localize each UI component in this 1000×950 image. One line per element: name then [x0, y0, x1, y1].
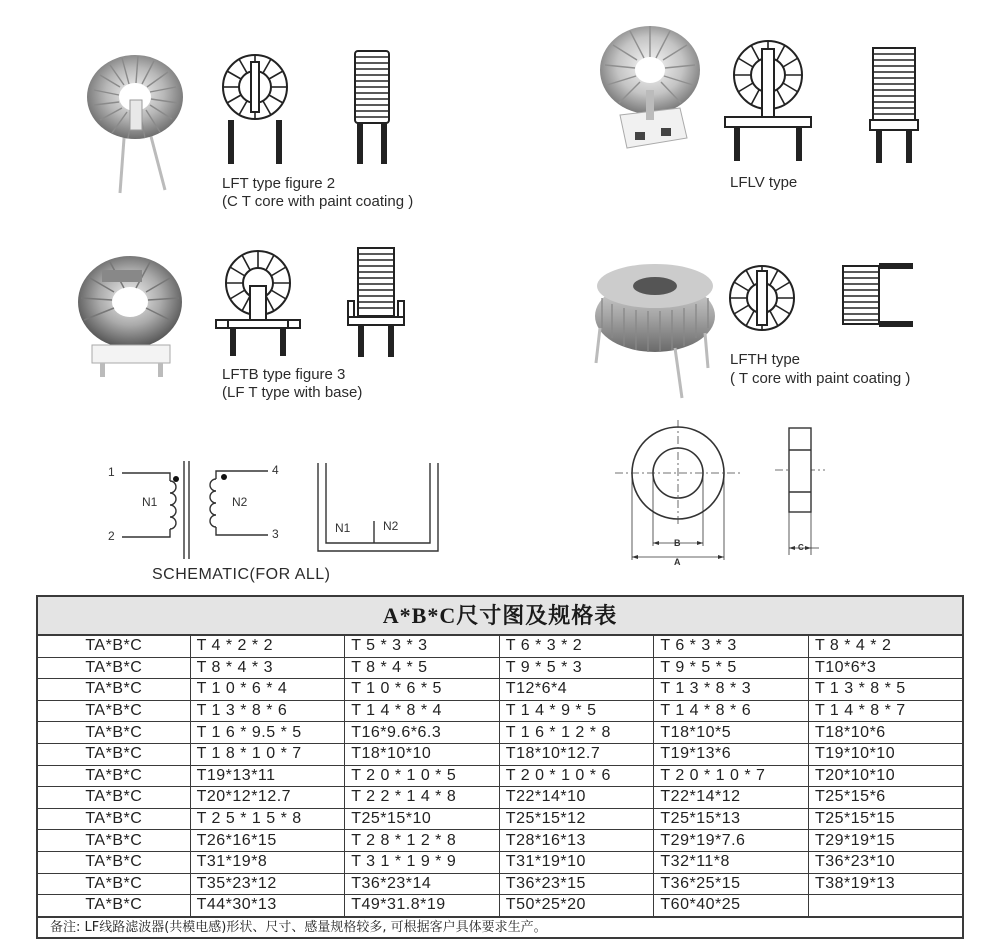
table-row [37, 895, 963, 917]
lfth-figure [590, 248, 950, 408]
table-row [37, 765, 963, 787]
table-cell-spec: T18*10*6 [808, 722, 963, 744]
table-cell-spec: T 4 * 2 * 2 [190, 636, 345, 658]
lflv-figure [590, 15, 930, 205]
table-row [37, 787, 963, 809]
lft-side-drawing [352, 48, 392, 164]
lft-figure [70, 30, 470, 220]
table-cell-spec: T36*23*10 [808, 851, 963, 873]
table-cell-spec: T49*31.8*19 [345, 895, 500, 917]
table-cell-spec: T 1 4 * 8 * 7 [808, 700, 963, 722]
table-cell-spec: T 8 * 4 * 3 [190, 657, 345, 679]
table-cell-type: TA*B*C [37, 765, 190, 787]
table-cell-spec: T25*15*13 [654, 808, 809, 830]
table-cell-spec: T26*16*15 [190, 830, 345, 852]
table-cell-type: TA*B*C [37, 657, 190, 679]
lflv-caption: LFLV type [730, 174, 798, 191]
table-cell-type: TA*B*C [37, 851, 190, 873]
table-row [37, 873, 963, 895]
dimension-drawing [615, 420, 845, 570]
spec-table-title: A*B*C尺寸图及规格表 [36, 595, 964, 635]
table-cell-spec: T 1 3 * 8 * 6 [190, 700, 345, 722]
lflv-side-drawing [870, 45, 918, 163]
table-cell-type: TA*B*C [37, 679, 190, 701]
table-cell-spec: T 2 0 * 1 0 * 5 [345, 765, 500, 787]
lft-photo [80, 45, 190, 195]
table-cell-spec: T 2 5 * 1 5 * 8 [190, 808, 345, 830]
table-cell-spec: T 1 4 * 8 * 6 [654, 700, 809, 722]
spec-table-section [36, 595, 964, 939]
table-row [37, 679, 963, 701]
table-cell-type: TA*B*C [37, 636, 190, 658]
table-cell-spec: T25*15*15 [808, 808, 963, 830]
table-cell-spec: T36*23*15 [499, 873, 654, 895]
table-cell-spec: T 2 8 * 1 2 * 8 [345, 830, 500, 852]
table-cell-spec: T18*10*10 [345, 743, 500, 765]
lflv-front-drawing [722, 37, 814, 161]
table-cell-spec: T 1 8 * 1 0 * 7 [190, 743, 345, 765]
lftb-front-drawing [212, 248, 304, 356]
lfth-photo [590, 258, 720, 403]
table-cell-spec: T25*15*12 [499, 808, 654, 830]
table-cell-spec: T 1 0 * 6 * 5 [345, 679, 500, 701]
table-cell-spec: T 9 * 5 * 5 [654, 657, 809, 679]
table-cell-spec: T22*14*10 [499, 787, 654, 809]
table-cell-spec [808, 895, 963, 917]
table-row [37, 700, 963, 722]
table-row [37, 657, 963, 679]
table-cell-spec: T60*40*25 [654, 895, 809, 917]
table-cell-spec: T31*19*10 [499, 851, 654, 873]
table-cell-type: TA*B*C [37, 722, 190, 744]
table-row [37, 830, 963, 852]
table-cell-spec: T22*14*12 [654, 787, 809, 809]
table-cell-spec: T18*10*5 [654, 722, 809, 744]
table-row [37, 636, 963, 658]
pin-4-label: 4 [272, 463, 279, 477]
table-cell-spec: T10*6*3 [808, 657, 963, 679]
table-cell-spec: T25*15*10 [345, 808, 500, 830]
lftb-side-drawing [345, 245, 407, 357]
lft-caption-line1: LFT type figure 2 [222, 175, 336, 192]
toroid-dimension-svg [615, 420, 845, 570]
box-n1-label: N1 [335, 521, 351, 535]
pin-2-label: 2 [108, 529, 115, 543]
table-cell-spec: T36*23*14 [345, 873, 500, 895]
pin-1-label: 1 [108, 465, 115, 479]
pin-3-label: 3 [272, 527, 279, 541]
table-cell-type: TA*B*C [37, 743, 190, 765]
table-cell-spec: T 5 * 3 * 3 [345, 636, 500, 658]
table-cell-spec: T 9 * 5 * 3 [499, 657, 654, 679]
table-row [37, 743, 963, 765]
table-cell-spec: T50*25*20 [499, 895, 654, 917]
lft-front-drawing [220, 52, 290, 164]
lfth-front-drawing [727, 263, 797, 333]
table-cell-spec: T32*11*8 [654, 851, 809, 873]
table-cell-spec: T 2 0 * 1 0 * 7 [654, 765, 809, 787]
dimension-c-label: C [798, 543, 804, 552]
table-cell-spec: T36*25*15 [654, 873, 809, 895]
winding-n2-label: N2 [232, 495, 248, 509]
lftb-caption-line1: LFTB type figure 3 [222, 366, 346, 383]
table-cell-type: TA*B*C [37, 830, 190, 852]
lft-caption-line2: (C T core with paint coating ) [222, 193, 414, 210]
table-cell-type: TA*B*C [37, 808, 190, 830]
table-cell-spec: T35*23*12 [190, 873, 345, 895]
box-n2-label: N2 [383, 519, 399, 533]
table-cell-spec: T19*10*10 [808, 743, 963, 765]
table-cell-spec: T 1 4 * 8 * 4 [345, 700, 500, 722]
schematic [100, 455, 450, 585]
schematic-caption: SCHEMATIC(FOR ALL) [152, 566, 331, 583]
table-cell-spec: T16*9.6*6.3 [345, 722, 500, 744]
table-cell-type: TA*B*C [37, 873, 190, 895]
winding-n1-label: N1 [142, 495, 158, 509]
table-cell-spec: T 2 0 * 1 0 * 6 [499, 765, 654, 787]
spec-table [36, 635, 964, 917]
table-cell-spec: T31*19*8 [190, 851, 345, 873]
table-cell-spec: T 1 6 * 1 2 * 8 [499, 722, 654, 744]
table-cell-spec: T20*10*10 [808, 765, 963, 787]
table-cell-spec: T 3 1 * 1 9 * 9 [345, 851, 500, 873]
lftb-photo [72, 250, 188, 380]
table-cell-spec: T25*15*6 [808, 787, 963, 809]
table-cell-spec: T44*30*13 [190, 895, 345, 917]
lfth-side-drawing [840, 260, 915, 330]
table-cell-spec: T 6 * 3 * 2 [499, 636, 654, 658]
lfth-caption-line1: LFTH type [730, 351, 801, 368]
table-cell-type: TA*B*C [37, 787, 190, 809]
table-cell-spec: T38*19*13 [808, 873, 963, 895]
table-cell-spec: T29*19*15 [808, 830, 963, 852]
table-cell-spec: T 8 * 4 * 5 [345, 657, 500, 679]
table-cell-spec: T19*13*6 [654, 743, 809, 765]
table-row [37, 722, 963, 744]
table-cell-spec: T 6 * 3 * 3 [654, 636, 809, 658]
table-cell-spec: T12*6*4 [499, 679, 654, 701]
lflv-photo [595, 20, 705, 165]
table-cell-spec: T 2 2 * 1 4 * 8 [345, 787, 500, 809]
dimension-a-label: A [674, 557, 681, 567]
table-row [37, 808, 963, 830]
table-cell-spec: T28*16*13 [499, 830, 654, 852]
table-cell-spec: T18*10*12.7 [499, 743, 654, 765]
table-cell-spec: T 8 * 4 * 2 [808, 636, 963, 658]
table-cell-spec: T20*12*12.7 [190, 787, 345, 809]
table-cell-spec: T19*13*11 [190, 765, 345, 787]
table-cell-type: TA*B*C [37, 700, 190, 722]
table-row [37, 851, 963, 873]
lftb-figure [70, 240, 470, 410]
table-cell-type: TA*B*C [37, 895, 190, 917]
spec-table-note: 备注: LF线路滤波器(共模电感)形状、尺寸、感量规格较多, 可根据客户具体要求生产。 [36, 917, 964, 939]
table-cell-spec: T 1 4 * 9 * 5 [499, 700, 654, 722]
table-cell-spec: T29*19*7.6 [654, 830, 809, 852]
dimension-b-label: B [674, 538, 681, 548]
table-cell-spec: T 1 3 * 8 * 3 [654, 679, 809, 701]
table-cell-spec: T 1 6 * 9.5 * 5 [190, 722, 345, 744]
lftb-caption-line2: (LF T type with base) [222, 384, 363, 401]
lfth-caption-line2: ( T core with paint coating ) [730, 370, 911, 387]
table-cell-spec: T 1 3 * 8 * 5 [808, 679, 963, 701]
table-cell-spec: T 1 0 * 6 * 4 [190, 679, 345, 701]
